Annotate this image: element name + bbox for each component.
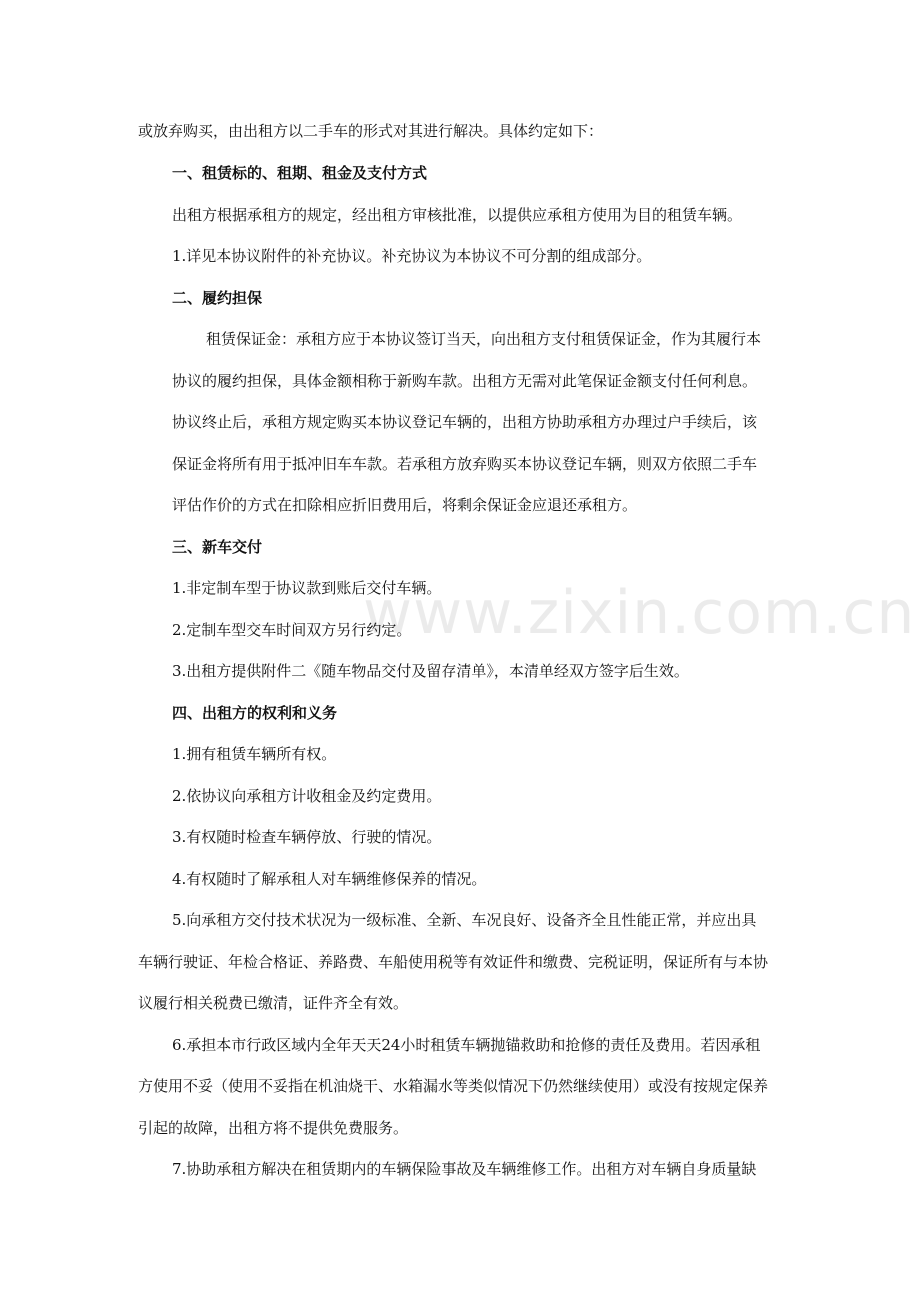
paragraph-line: 或放弃购买，由出租方以二手车的形式对其进行解决。具体约定如下：: [138, 122, 604, 140]
paragraph-line: 议履行相关税费已缴清，证件齐全有效。: [138, 994, 409, 1012]
paragraph-line: 出租方根据承租方的规定，经出租方审核批准，以提供应承租方使用为目的租赁车辆。: [172, 206, 743, 224]
paragraph-line: 1.拥有租赁车辆所有权。: [172, 745, 337, 763]
paragraph-line: 1.非定制车型于协议款到账后交付车辆。: [172, 579, 442, 597]
watermark: www.zixin.com.cn: [363, 578, 916, 648]
paragraph-line: 7.协助承租方解决在租赁期内的车辆保险事故及车辆维修工作。出租方对车辆自身质量缺: [172, 1160, 757, 1178]
paragraph-line: 协议终止后，承租方规定购买本协议登记车辆的，出租方协助承租方办理过户手续后，该: [172, 413, 758, 431]
paragraph-line: 5.向承租方交付技术状况为一级标准、全新、车况良好、设备齐全且性能正常，并应出具: [172, 911, 757, 929]
paragraph-line: 6.承担本市行政区域内全年天天24小时租赁车辆抛锚救助和抢修的责任及费用。若因承租: [172, 1036, 761, 1054]
paragraph-line: 2.依协议向承租方计收租金及约定费用。: [172, 787, 442, 805]
paragraph-line: 方使用不妥（使用不妥指在机油烧干、水箱漏水等类似情况下仍然继续使用）或没有按规定保养: [138, 1077, 769, 1095]
paragraph-line: 1.详见本协议附件的补充协议。补充协议为本协议不可分割的组成部分。: [172, 247, 652, 265]
paragraph-line: 车辆行驶证、年检合格证、养路费、车船使用税等有效证件和缴费、完税证明，保证所有与本协: [138, 953, 769, 971]
paragraph-line: 3.出租方提供附件二《随车物品交付及留存清单》，本清单经双方签字后生效。: [172, 662, 689, 680]
section-heading-3: 三、新车交付: [172, 538, 263, 556]
section-heading-1: 一、租赁标的、租期、租金及支付方式: [172, 164, 428, 182]
paragraph-line: 协议的履约担保，具体金额相称于新购车款。出租方无需对此笔保证金额支付任何利息。: [172, 372, 758, 390]
section-heading-2: 二、履约担保: [172, 289, 263, 307]
paragraph-line: 评估作价的方式在扣除相应折旧费用后，将剩余保证金应退还承租方。: [172, 496, 638, 514]
paragraph-line: 3.有权随时检查车辆停放、行驶的情况。: [172, 828, 442, 846]
paragraph-line: 保证金将所有用于抵冲旧车车款。若承租方放弃购买本协议登记车辆，则双方依照二手车: [172, 455, 758, 473]
paragraph-line: 引起的故障，出租方将不提供免费服务。: [138, 1119, 409, 1137]
paragraph-line: 4.有权随时了解承租人对车辆维修保养的情况。: [172, 870, 487, 888]
paragraph-line: 租赁保证金：承租方应于本协议签订当天，向出租方支付租赁保证金，作为其履行本: [206, 330, 762, 348]
section-heading-4: 四、出租方的权利和义务: [172, 704, 338, 722]
paragraph-line: 2.定制车型交车时间双方另行约定。: [172, 621, 412, 639]
